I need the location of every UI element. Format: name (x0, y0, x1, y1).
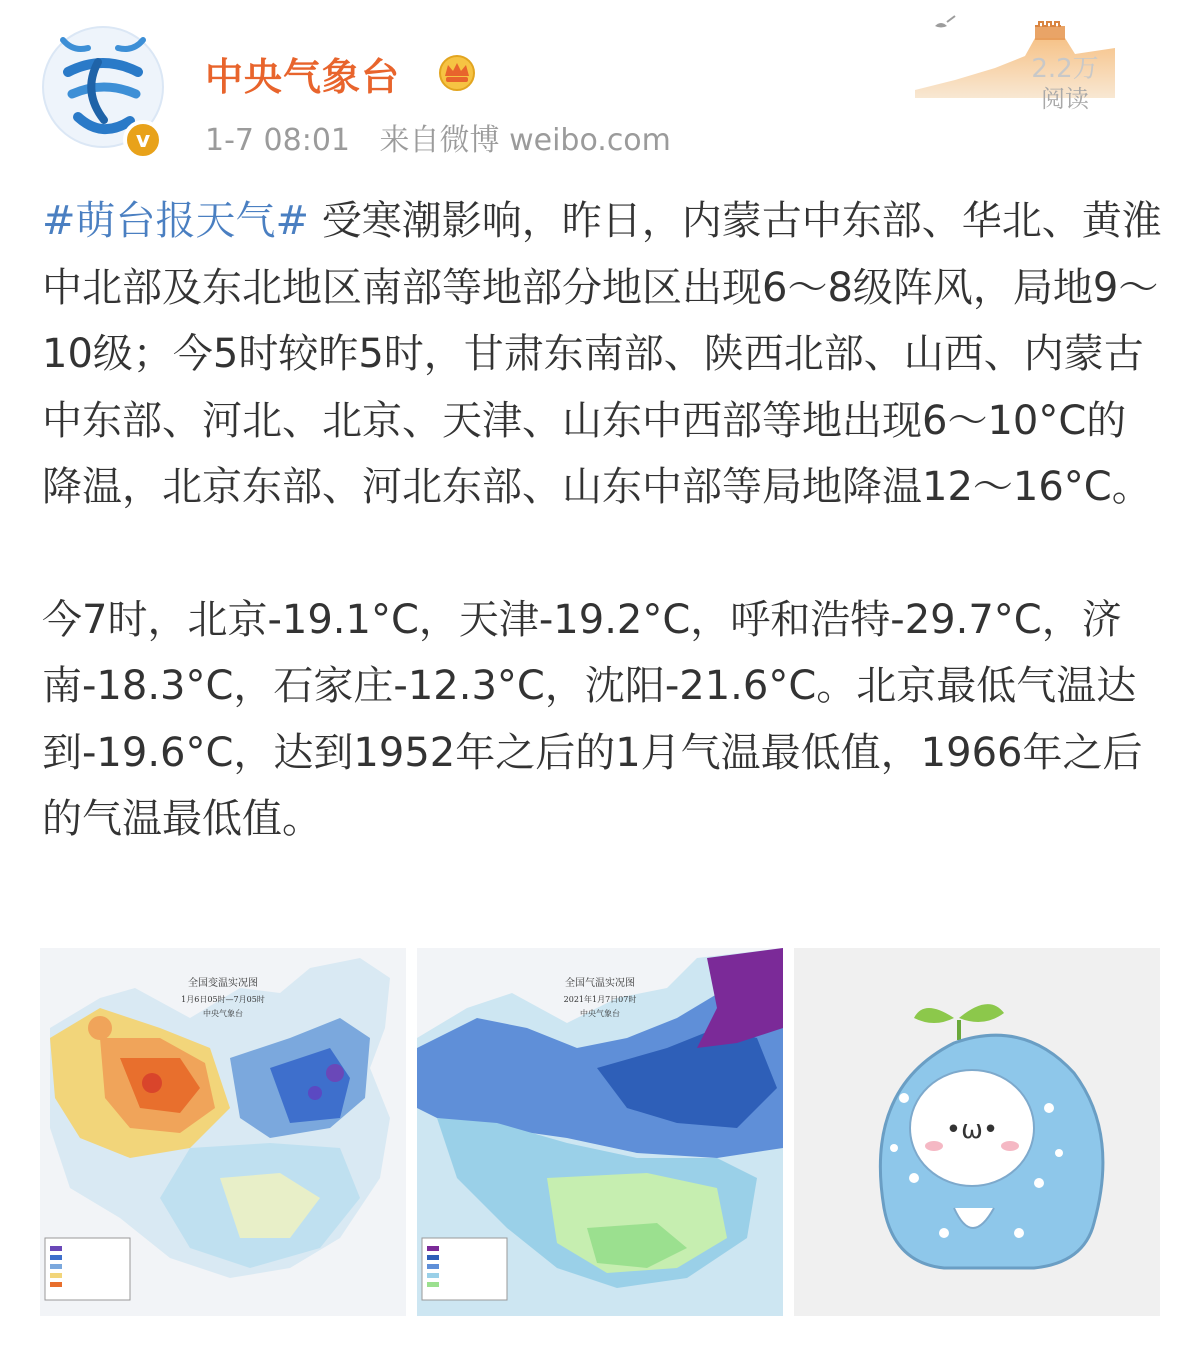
map-org: 中央气象台 (580, 1009, 620, 1018)
post-paragraph-2 (42, 587, 1162, 853)
post-header (0, 0, 1200, 170)
read-count-box (1010, 54, 1120, 114)
post-meta (205, 115, 691, 159)
image-thumbnail-2[interactable] (417, 948, 783, 1316)
temperature-change-map-image (40, 948, 406, 1316)
image-thumbnail-3[interactable] (794, 948, 1160, 1316)
map-subtitle: 2021年1月7日07时 (563, 995, 637, 1004)
read-label: 阅读 (1041, 85, 1089, 113)
map-title: 全国变温实况图 (188, 978, 258, 989)
post-source[interactable]: 来自微博 weibo.com (379, 123, 671, 158)
map-subtitle: 1月6日05时—7月05时 (181, 995, 265, 1004)
image-grid (40, 948, 1160, 1316)
paragraph-text: 受寒潮影响，昨日，内蒙古中东部、华北、黄淮中北部及东北地区南部等地部分地区出现6～8级阵风，局地9～10级；今5时较昨5时，甘肃东南部、陕西北部、山西、内蒙古中东部、河北、北京、天津、山东中西部等地出现6～10°C的降温，北京东部、河北东部、山东中部等局地降温12～16°C。 (42, 198, 1162, 510)
paragraph-text: 今7时，北京-19.1°C，天津-19.2°C，呼和浩特-29.7°C，济南-18.3°C，石家庄-12.3°C，沈阳-21.6°C。北京最低气温达到-19.6°C，达到1952年之后的1月气温最低值，1966年之后的气温最低值。 (42, 596, 1143, 842)
map-title: 全国气温实况图 (565, 978, 635, 989)
hashtag-link[interactable]: #萌台报天气# (42, 198, 310, 244)
timestamp: 1-7 08:01 (205, 123, 350, 158)
post-body (42, 188, 1162, 853)
temperature-map-image (417, 948, 783, 1316)
post-paragraph-1 (42, 188, 1162, 521)
user-name[interactable]: 中央气象台 (205, 55, 401, 99)
verified-v-icon: v (123, 120, 163, 160)
image-thumbnail-1[interactable] (40, 948, 406, 1316)
cold-mascot-sticker-image (794, 948, 1160, 1316)
crown-badge-icon[interactable] (435, 52, 479, 92)
read-count: 2.2万 (1031, 54, 1099, 84)
paragraph-gap (42, 521, 1162, 587)
mascot-face: •ω• (945, 1115, 999, 1145)
map-org: 中央气象台 (203, 1009, 243, 1018)
